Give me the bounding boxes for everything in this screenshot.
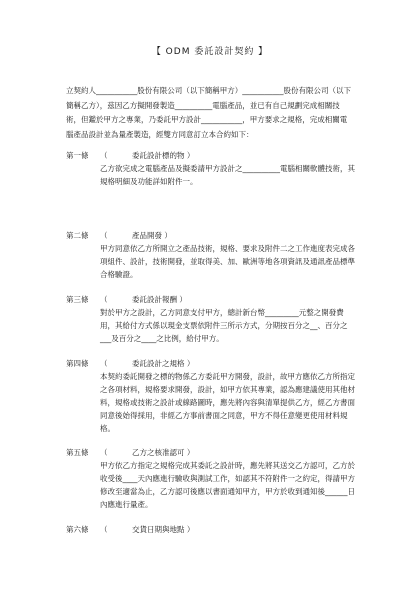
article-paren: （ [100,359,108,368]
article-body: 本契約委託開發之標的物係乙方委託甲方開發，設計，故甲方應依乙方所指定之各項材料，規格要求開發，設計，如甲方依其專業，認為應建議使用其他材料，規格或技術之設計或線路圖時，應先將內容與清單提供乙方，經乙方書面同意後始得採用，非經乙方事前書面之同意，甲方不得任意變更使用材料規格。 [100,372,355,433]
article-paren: （ [100,525,108,534]
document-title: 【 ODM 委託設計契約 】 [151,47,269,57]
article-heading: 委託設計之規格 ） [132,359,195,368]
article-body: 乙方欲完成之電腦產品及擬委請甲方設計之__________電腦相關軟體技術，其規格明細及功能詳如附件一。 [100,164,355,186]
article-paren: （ [100,231,108,240]
article-header [66,447,358,458]
article-1 [66,150,358,188]
article-number: 第三條 [66,295,89,304]
article-heading: 交貨日期與地點 ） [132,525,195,534]
article-heading: 委託設計標的物 ） [132,151,195,160]
article-paren: （ [100,151,108,160]
article-paren: （ [100,295,108,304]
article-number: 第二條 [66,231,89,240]
article-number: 第六條 [66,525,89,534]
article-heading: 委託設計報酬 ） [132,295,187,304]
article-number: 第五條 [66,448,89,457]
article-number: 第一條 [66,151,89,160]
article-header [66,358,358,369]
contract-preamble: 立契約人___________股份有限公司（以下簡稱甲方）___________股份有限公司（以下簡稱乙方），茲因乙方擬開發製造__________電腦產品，並已有自己規劃完成相關技術，但鑑於甲方之專業，乃委託甲方設計___________，甲方要求之規格，完成相關電腦產品設計並為量產製造，經雙方同意訂立本合約如下： [66,86,351,139]
article-heading: 乙方之核准認可 ） [132,448,195,457]
article-3 [66,294,358,345]
article-4 [66,358,358,435]
article-number: 第四條 [66,359,89,368]
article-body: 甲方依乙方指定之規格完成其委託之設計時，應先將其送交乙方認可，乙方於收受後____天內應進行驗收與測試工作，如認其不符附件一之約定，得請甲方修改至適當為止，乙方認可後應以書面通知甲方，甲方於收到通知後______日內應進行量產。 [100,461,355,509]
article-5 [66,447,358,511]
article-header [66,230,358,241]
article-2 [66,230,358,281]
article-header [66,150,358,161]
article-header [66,524,358,535]
article-6 [66,524,358,535]
article-header [66,294,358,305]
article-body: 甲方同意依乙方所開立之產品技術，規格、要求及附件二之工作進度表完成各項組件、設計，技術開發，並取得美、加、歐洲等地各項資訊及通訊產品標準合格驗證。 [100,244,355,279]
article-body: 對於甲方之設計，乙方同意支付甲方，總計新台幣_________元整之開發費用，其給付方式係以現金支票依附件三所示方式，分期按百分之__、百分之___及百分之____之比例，給付甲方。 [100,308,348,343]
article-heading: 產品開發 ） [132,231,172,240]
article-paren: （ [100,448,108,457]
